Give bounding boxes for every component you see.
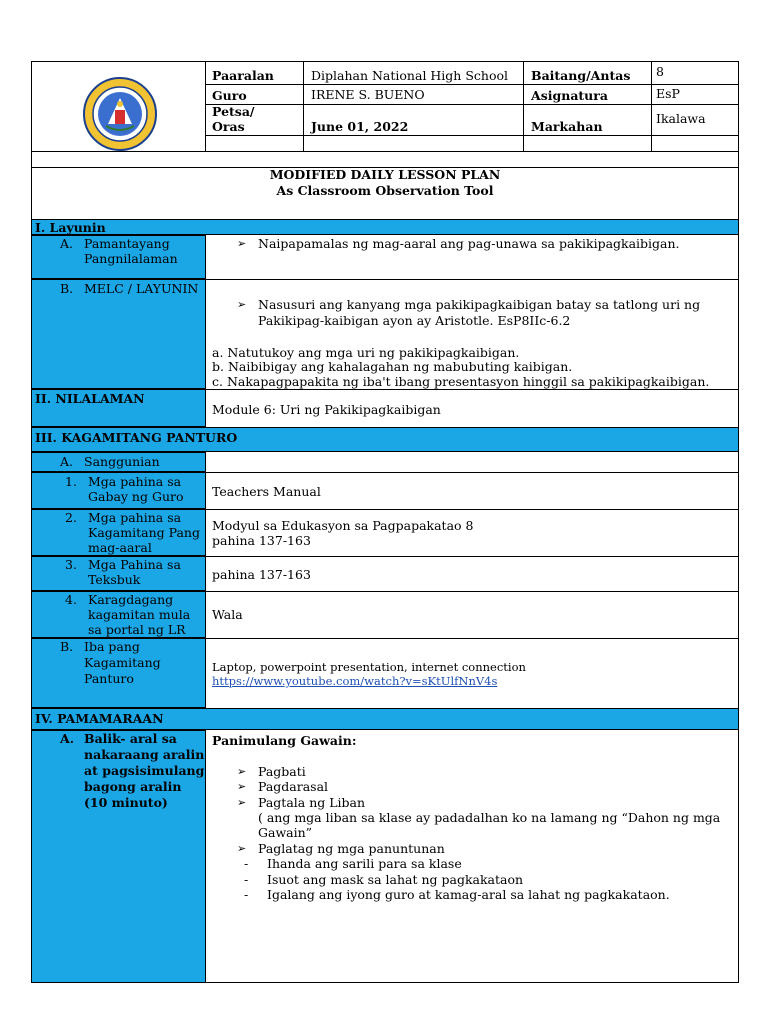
pagtala-note-line1: ( ang mga liban sa klase ay padadalhan ko na lamang ng “Dahon ng mga	[258, 810, 721, 825]
section-heading-layunin: I. Layunin	[35, 220, 106, 235]
melc-text-line1: Nasusuri ang kanyang mga pakikipagkaibigan batay sa tatlong uri ng	[258, 297, 701, 312]
item1-number: 1.	[65, 474, 77, 489]
balik-aral-label-line5: (10 minuto)	[84, 795, 168, 810]
balik-aral-label-line4: bagong aralin	[84, 779, 182, 794]
bullet-arrow-icon: ➢	[237, 796, 247, 809]
section-heading-nilalaman: II. NILALAMAN	[35, 391, 145, 406]
item2-label-line2: Kagamitang Pang	[88, 525, 200, 540]
objective-a: a. Natutukoy ang mga uri ng pakikipagkaibigan.	[212, 345, 520, 360]
rule-3: Igalang ang iyong guro at kamag-aral sa lahat ng pagkakataon.	[267, 887, 670, 902]
youtube-link[interactable]: https://www.youtube.com/watch?v=sKtUlfNnV4s	[212, 674, 498, 688]
bullet-arrow-icon: ➢	[237, 237, 247, 250]
item1-label-line2: Gabay ng Guro	[88, 489, 184, 504]
teacher-label: Guro	[212, 88, 247, 103]
activity-pagbati: Pagbati	[258, 764, 306, 779]
header-row-line	[205, 84, 739, 85]
iba-pang-label-line3: Panturo	[84, 671, 134, 686]
activity-paglatag: Paglatag ng mga panuntunan	[258, 841, 445, 856]
rule-1: Ihanda ang sarili para sa klase	[267, 856, 462, 871]
header-divider	[523, 61, 524, 151]
item4-label-line3: sa portal ng LR	[88, 622, 186, 637]
section-heading-kagamitan: III. KAGAMITANG PANTURO	[35, 430, 238, 445]
melc-text-line2: Pakikipag-kaibigan ayon ay Aristotle. EsP8IIc-6.2	[258, 313, 571, 328]
item4-label-line1: Karagdagang	[88, 592, 174, 607]
panimulang-gawain-title: Panimulang Gawain:	[212, 733, 357, 748]
date-label-line2: Oras	[212, 119, 245, 134]
subject-value: EsP	[656, 86, 680, 101]
iba-pang-value: Laptop, powerpoint presentation, internet connection	[212, 660, 526, 674]
pagtala-note-line2: Gawain”	[258, 825, 313, 840]
item3-number: 3.	[65, 557, 77, 572]
header-divider	[651, 61, 652, 151]
grade-label: Baitang/Antas	[531, 68, 631, 83]
item2-number: 2.	[65, 510, 77, 525]
date-value: June 01, 2022	[311, 119, 409, 134]
item3-label-line1: Mga Pahina sa	[88, 557, 181, 572]
pamantayang-letter: A.	[60, 236, 74, 251]
iba-pang-label-line2: Kagamitang	[84, 655, 161, 670]
item2-label-line3: mag-aaral	[88, 540, 152, 555]
item4-value: Wala	[212, 607, 243, 622]
iba-pang-letter: B.	[60, 639, 74, 654]
rule-2: Isuot ang mask sa lahat ng pagkakataon	[267, 872, 524, 887]
school-label: Paaralan	[212, 68, 274, 83]
dash-icon: -	[244, 872, 249, 887]
objective-c: c. Nakapagpapakita ng iba't ibang presentasyon hinggil sa pakikipagkaibigan.	[212, 374, 710, 389]
balik-aral-label-line3: at pagsisimulang	[84, 763, 205, 778]
dash-icon: -	[244, 887, 249, 902]
quarter-value: Ikalawa	[656, 111, 706, 126]
subject-label: Asignatura	[531, 88, 608, 103]
youtube-link-row	[212, 674, 497, 689]
bullet-arrow-icon: ➢	[237, 765, 247, 778]
item1-value: Teachers Manual	[212, 484, 321, 499]
item4-label-line2: kagamitan mula	[88, 607, 191, 622]
school-value: Diplahan National High School	[311, 68, 508, 83]
bullet-arrow-icon: ➢	[237, 298, 247, 311]
dash-icon: -	[244, 856, 249, 871]
header-divider	[303, 61, 304, 151]
grade-value: 8	[656, 64, 664, 79]
balik-aral-label-line2: nakaraang aralin	[84, 747, 205, 762]
nilalaman-value: Module 6: Uri ng Pakikipagkaibigan	[212, 402, 441, 417]
sanggunian-letter: A.	[60, 454, 74, 469]
deped-seal-logo	[82, 76, 158, 152]
quarter-label: Markahan	[531, 119, 603, 134]
balik-aral-label-line1: Balik- aral sa	[84, 731, 177, 746]
item3-label-line2: Teksbuk	[88, 572, 141, 587]
sanggunian-label: Sanggunian	[84, 454, 160, 469]
item2-value-line1: Modyul sa Edukasyon sa Pagpapakatao 8	[212, 518, 474, 533]
header-divider	[205, 61, 206, 151]
pamantayang-text: Naipapamalas ng mag-aaral ang pag-unawa sa pakikipagkaibigan.	[258, 236, 680, 251]
bullet-arrow-icon: ➢	[237, 780, 247, 793]
item2-value-line2: pahina 137-163	[212, 533, 311, 548]
header-row-line	[205, 104, 739, 105]
activity-pagtala: Pagtala ng Liban	[258, 795, 366, 810]
item4-number: 4.	[65, 592, 77, 607]
objective-b: b. Naibibigay ang kahalagahan ng mabubuting kaibigan.	[212, 359, 573, 374]
section-heading-pamamaraan: IV. PAMAMARAAN	[35, 711, 164, 726]
pamantayang-label-line1: Pamantayang	[84, 236, 170, 251]
section-bar-layunin	[31, 219, 739, 235]
melc-label: MELC / LAYUNIN	[84, 281, 199, 296]
item1-label-line1: Mga pahina sa	[88, 474, 182, 489]
iba-pang-label-line1: Iba pang	[84, 639, 140, 654]
bullet-arrow-icon: ➢	[237, 842, 247, 855]
balik-aral-letter: A.	[60, 731, 75, 746]
activity-pagdarasal: Pagdarasal	[258, 779, 329, 794]
item3-value: pahina 137-163	[212, 567, 311, 582]
pamantayang-label-line2: Pangnilalaman	[84, 251, 178, 266]
header-row-line	[205, 135, 739, 136]
teacher-value: IRENE S. BUENO	[311, 87, 425, 102]
date-label-line1: Petsa/	[212, 104, 255, 119]
plan-subtitle: As Classroom Observation Tool	[276, 183, 494, 198]
item2-label-line1: Mga pahina sa	[88, 510, 182, 525]
plan-title: MODIFIED DAILY LESSON PLAN	[269, 167, 501, 182]
melc-letter: B.	[60, 281, 74, 296]
